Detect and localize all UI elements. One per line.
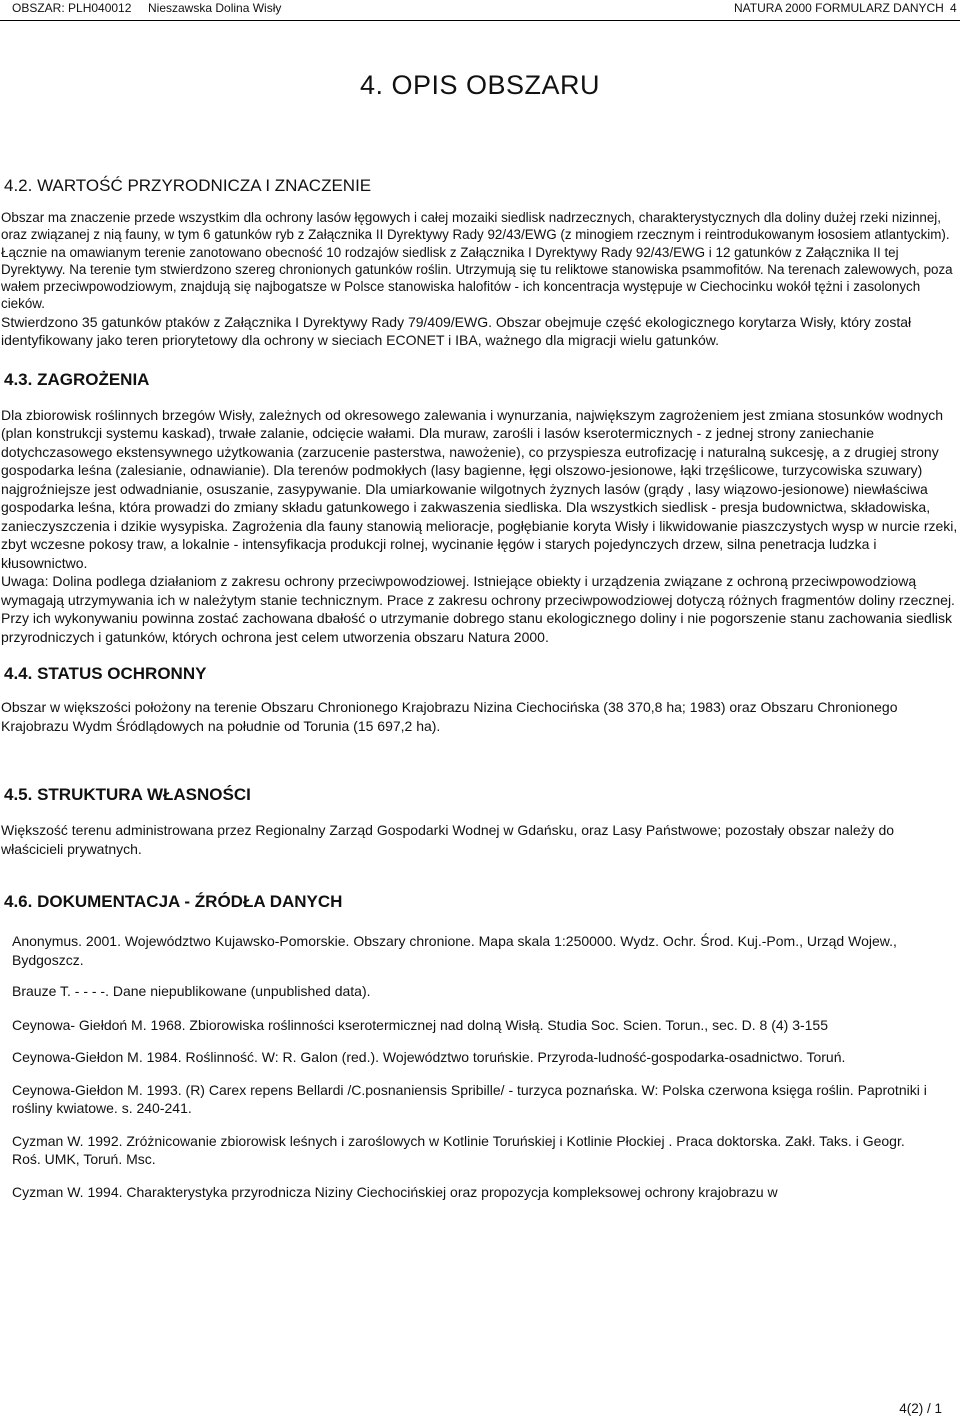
reference-item: Ceynowa-Giełdon M. 1984. Roślinność. W: R. Galon (red.). Województwo toruńskie. Przyroda-ludność-gospodarka-osadnictwo. Toruń. <box>12 1049 846 1066</box>
heading-4-3: 4.3. ZAGROŻENIA <box>4 369 150 389</box>
paragraph-4-5: Większość terenu administrowana przez Regionalny Zarząd Gospodarki Wodnej w Gdańsku, oraz Lasy Państwowe; pozostały obszar należy do właścicieli prywatnych. <box>1 822 895 857</box>
header-site-name: Nieszawska Dolina Wisły <box>148 1 282 15</box>
reference-item: Ceynowa-Giełdon M. 1993. (R) Carex repens Bellardi /C.posnaniensis Spribille/ - turzyca poznańska. W: Polska czerwona księga roślin. Paprotniki i rośliny kwiatowe. s. 240-241. <box>12 1081 927 1117</box>
header-site-code: OBSZAR: PLH040012 <box>12 1 132 15</box>
reference-item: Cyzman W. 1992. Zróżnicowanie zbiorowisk leśnych i zaroślowych w Kotlinie Toruńskiej i Kotlinie Płockiej . Praca doktorska. Zakł. Taks. i Geogr. Roś. UMK, Toruń. Msc. <box>12 1132 905 1168</box>
heading-4-6: 4.6. DOKUMENTACJA - ŹRÓDŁA DANYCH <box>4 892 343 912</box>
reference-item: Cyzman W. 1994. Charakterystyka przyrodnicza Niziny Ciechocińskiej oraz propozycja kompleksowej ochrony krajobrazu w <box>12 1183 778 1200</box>
paragraph-4-2-a: Obszar ma znaczenie przede wszystkim dla ochrony lasów łęgowych i całej mozaiki siedlisk nadrzecznych, charakterystycznych dla doliny dużej rzeki nizinnej, oraz związanej z nią fauny, w tym 6 gatunków ryb z Załącznika II Dyrektywy Rady 92/43/EWG (z minogiem rzecznym i reintrodukowanym łososiem atlantyckim). Łącznie na omawianym terenie zanotowano obecność 10 rodzajów siedlisk z Załącznika I Dyrektywy Rady 92/43/EWG i 12 gatunków z Załącznika II tej Dyrektywy. Na terenie tym stwierdzono szereg chronionych gatunków roślin. Utrzymują się tu reliktowe stanowiska psammofitów. Na terenach zalewowych, poza wałem przeciwpowodziowym, znajdują się najbogatsze w Polsce stanowiska halofitów - ich koncentracja występuje w Ciechocinku wokół tężni i zasolonych cieków. <box>1 210 953 312</box>
reference-item: Ceynowa- Giełdoń M. 1968. Zbiorowiska roślinności kserotermicznej nad dolną Wisłą. Studia Soc. Scien. Torun., sec. D. 8 (4) 3-155 <box>12 1016 829 1033</box>
reference-item: Anonymus. 2001. Województwo Kujawsko-Pomorskie. Obszary chronione. Mapa skala 1:250000. Wydz. Ochr. Środ. Kuj.-Pom., Urząd Wojew., Bydgoszcz. <box>12 933 897 968</box>
header-form-title: NATURA 2000 FORMULARZ DANYCH <box>734 1 944 15</box>
header-rule <box>0 20 960 21</box>
reference-list <box>0 932 958 1201</box>
reference-item: Brauze T. - - - -. Dane niepublikowane (unpublished data). <box>12 983 371 1000</box>
paragraph-4-2-b: Stwierdzono 35 gatunków ptaków z Załącznika I Dyrektywy Rady 79/409/EWG. Obszar obejmuje część ekologicznego korytarza Wisły, który został identyfikowany jako teren priorytetowy dla ochrony w sieciach ECONET i IBA, ważnego dla migracji wielu gatunków. <box>1 313 912 349</box>
paragraph-4-3-a: Dla zbiorowisk roślinnych brzegów Wisły, zależnych od okresowego zalewania i wynurzania, największym zagrożeniem jest zmiana stosunków wodnych (plan konstrukcji systemu kaskad), trwałe zalanie, odcięcie wałami. Dla muraw, zarośli i lasów kserotermicznych - z jednej strony zaniechanie dotychczasowego ekstensywnego użytkowania (zarzucenie pasterstwa, nawożenie), co przyspiesza eutrofizację i naturalną sukcesję, a z drugiej strony gospodarka leśna (zalesianie, odnawianie). Dla terenów podmokłych (lasy bagienne, łęgi olszowo-jesionowe, łąki trzęślicowe, turzycowiska szuwary) najgroźniejsze jest odwadnianie, osuszanie, zasypywanie. Dla umiarkowanie wilgotnych żyznych lasów (grądy , lasy wiązowo-jesionowe) niewłaściwa gospodarka leśna, która prowadzi do zmiany składu gatunkowego i zakwaszenia siedliska. Dla wszystkich siedlisk - presja budownictwa, składowiska, zanieczyszczenia i dzikie wysypiska. Zagrożenia dla fauny stanowią melioracje, pogłębianie koryta Wisły i likwidowanie piaszczystych wysp w nurcie rzeki, zbyt wczesne pokosy traw, a lokalnie - intensyfikacja produkcji rolnej, wycinanie łęgów i starych pojedynczych drzew, silna penetracja ludzka i kłusownictwo. <box>1 406 958 571</box>
heading-4-5: 4.5. STRUKTURA WŁASNOŚCI <box>4 785 251 805</box>
document-body <box>0 176 958 1201</box>
heading-4-2: 4.2. WARTOŚĆ PRZYRODNICZA I ZNACZENIE <box>4 176 372 195</box>
running-header <box>0 0 960 20</box>
paragraph-4-3-b: Uwaga: Dolina podlega działaniom z zakresu ochrony przeciwpowodziowej. Istniejące obiekty i urządzenia związane z ochroną przeciwpowodziową wymagają utrzymywania ich w należytym stanie technicznym. Prace z zakresu ochrony przeciwpowodziowej dotyczą różnych fragmentów doliny rzecznej. Przy ich wykonywaniu powinna zostać zachowana dbałość o utrzymanie dobrego stanu ekologicznego doliny i nie pogorszenie stanu zachowania siedlisk przyrodniczych i gatunków, których ochrona jest celem utworzenia obszaru Natura 2000. <box>1 573 955 645</box>
page-title: 4. OPIS OBSZARU <box>359 70 601 100</box>
page-footer-label: 4(2) / 1 <box>899 1401 942 1416</box>
header-page-number: 4 <box>950 1 957 15</box>
heading-4-4: 4.4. STATUS OCHRONNY <box>4 664 207 684</box>
paragraph-4-4: Obszar w większości położony na terenie Obszaru Chronionego Krajobrazu Nizina Ciechocińska (38 370,8 ha; 1983) oraz Obszaru Chronionego Krajobrazu Wydm Śródlądowych na południe od Torunia (15 697,2 ha). <box>1 699 898 734</box>
